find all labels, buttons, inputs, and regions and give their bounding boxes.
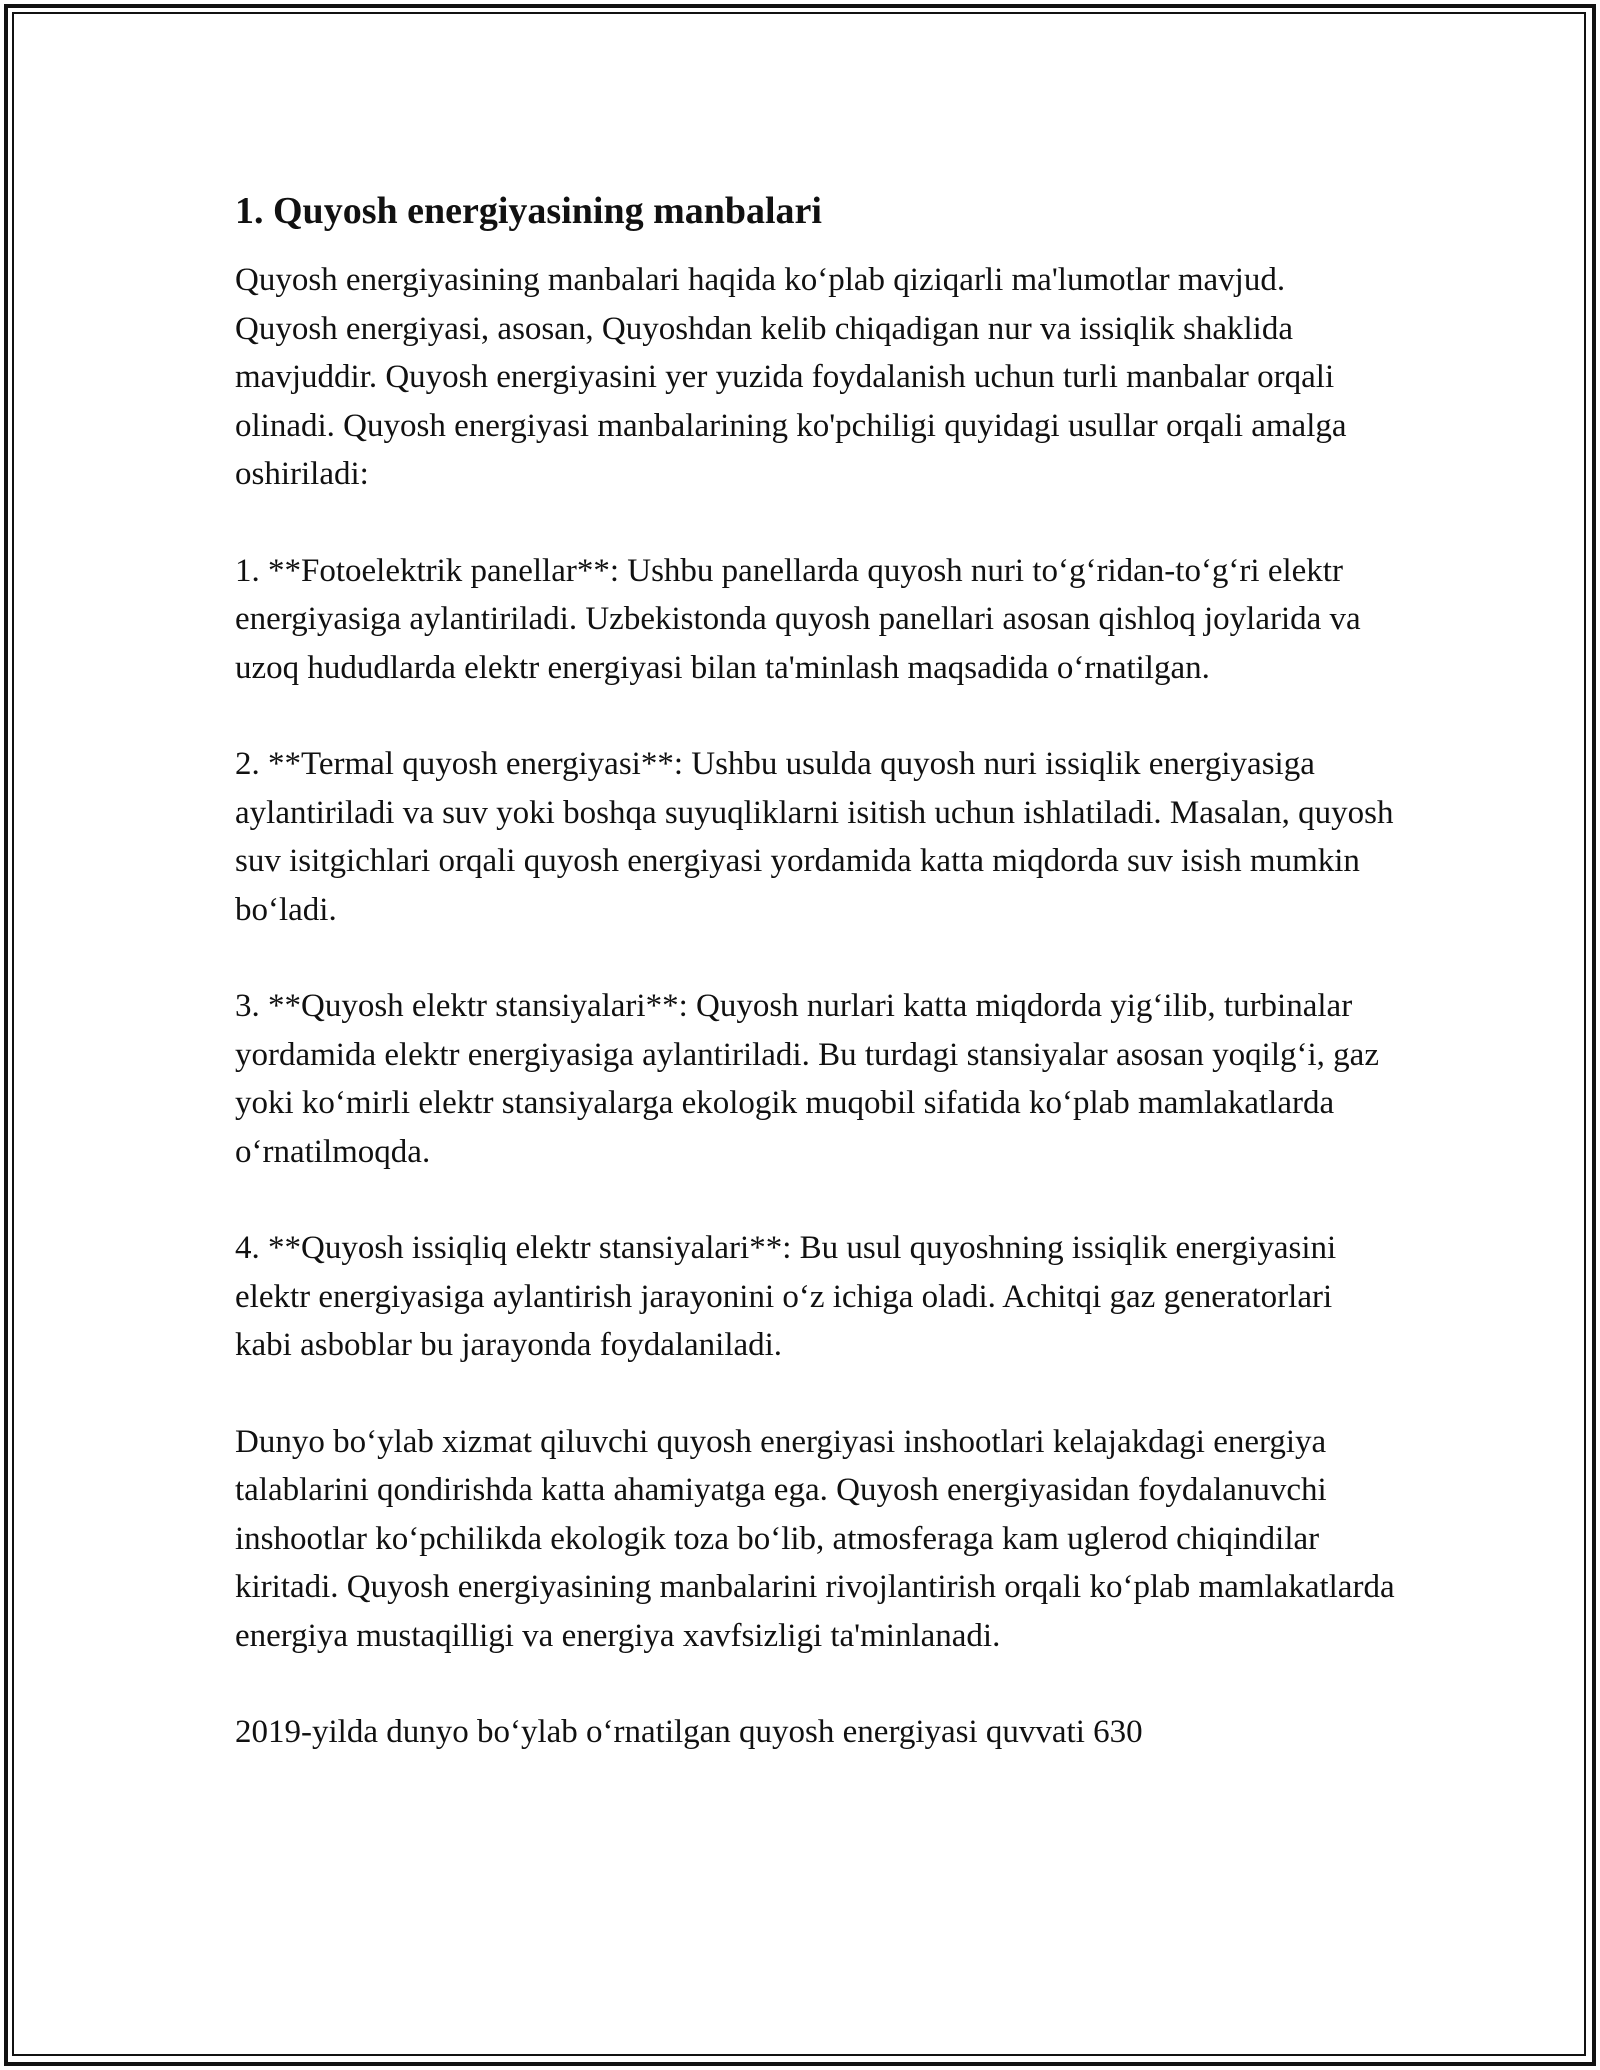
document-body — [235, 186, 1395, 1805]
intro-paragraph: Quyosh energiyasining manbalari haqida ko‘plab qiziqarli ma'lumotlar mavjud. Quyosh energiyasi, asosan, Quyoshdan kelib chiqadigan nur va issiqlik shaklida mavjuddir. Quyosh energiyasini yer yuzida foydalanish uchun turli manbalar orqali olinadi. Quyosh energiyasi manbalarining ko'pchiligi quyidagi usullar orqali amalga oshiriladi: — [235, 262, 1347, 492]
list-item-termal: 2. **Termal quyosh energiyasi**: Ushbu usulda quyosh nuri issiqlik energiyasiga aylantiriladi va suv yoki boshqa suyuqliklarni isitish uchun ishlatiladi. Masalan, quyosh suv isitgichlari orqali quyosh energiyasi yordamida katta miqdorda suv isish mumkin bo‘ladi. — [235, 746, 1394, 928]
section-heading: 1. Quyosh energiyasining manbalari — [235, 190, 822, 232]
list-item-elektr-stansiyalari: 3. **Quyosh elektr stansiyalari**: Quyosh nurlari katta miqdorda yig‘ilib, turbinalar yordamida elektr energiyasiga aylantiriladi. Bu turdagi stansiyalar asosan yoqilg‘i, gaz yoki ko‘mirli elektr stansiyalarga ekologik muqobil sifatida ko‘plab mamlakatlarda o‘rnatilmoqda. — [235, 988, 1379, 1170]
list-item-fotoelektrik: 1. **Fotoelektrik panellar**: Ushbu panellarda quyosh nuri to‘g‘ridan-to‘g‘ri elektr energiyasiga aylantiriladi. Uzbekistonda quyosh panellari asosan qishloq joylarida va uzoq hududlarda elektr energiyasi bilan ta'minlash maqsadida o‘rnatilgan. — [235, 552, 1361, 686]
summary-paragraph: Dunyo bo‘ylab xizmat qiluvchi quyosh energiyasi inshootlari kelajakdagi energiya talablarini qondirishda katta ahamiyatga ega. Quyosh energiyasidan foydalanuvchi inshootlar ko‘pchilikda ekologik toza bo‘lib, atmosferaga kam uglerod chiqindilar kiritadi. Quyosh energiyasining manbalarini rivojlantirish orqali ko‘plab mamlakatlarda energiya mustaqilligi va energiya xavfsizligi ta'minlanadi. — [235, 1423, 1395, 1654]
closing-paragraph: 2019-yilda dunyo bo‘ylab o‘rnatilgan quyosh energiyasi quvvati 630 — [235, 1714, 1143, 1750]
list-item-issiqliq-stansiyalari: 4. **Quyosh issiqliq elektr stansiyalari**: Bu usul quyoshning issiqlik energiyasini elektr energiyasiga aylantirish jarayonini o‘z ichiga oladi. Achitqi gaz generatorlari kabi asboblar bu jarayonda foydalaniladi. — [235, 1230, 1337, 1363]
